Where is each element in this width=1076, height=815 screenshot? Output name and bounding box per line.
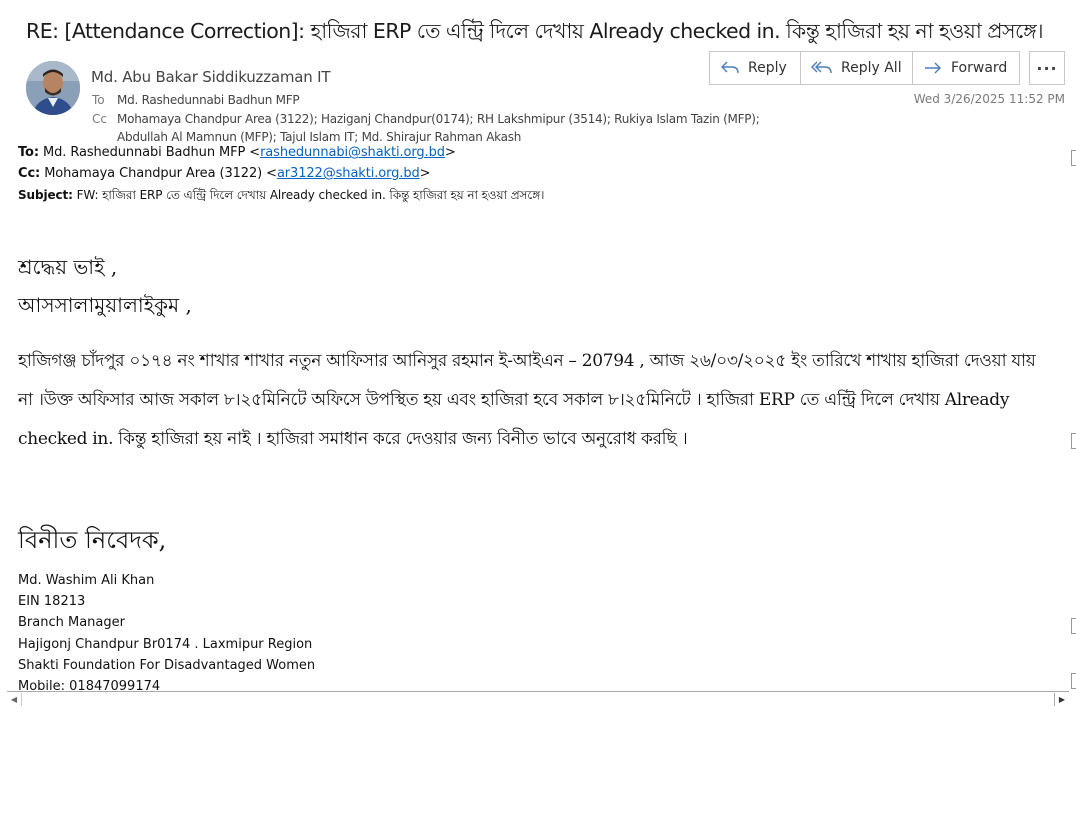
cc-label: Cc [92, 112, 107, 126]
salam-text: আসসালামুয়ালাইকুম , [18, 293, 192, 317]
reply-label: Reply [748, 60, 787, 76]
signature-org: Shakti Foundation For Disadvantaged Women [18, 657, 316, 673]
forwarded-to-label: To: [18, 145, 39, 160]
to-label: To [92, 93, 105, 107]
avatar-photo [26, 61, 80, 115]
forwarded-cc-name: Mohamaya Chandpur Area (3122) < [40, 166, 277, 181]
sender-name[interactable]: Md. Abu Bakar Siddikuzzaman IT [91, 68, 331, 86]
signature-name: Md. Washim Ali Khan [18, 573, 155, 588]
message-subject: RE: [Attendance Correction]: হাজিরা ERP তে এন্ট্রি দিলে দেখায় Already checked in. কিন্তু হাজিরা হয় না হওয়া প্রসঙ্গে। [26, 19, 1044, 43]
signature-ein: EIN 18213 [18, 594, 86, 610]
forward-label: Forward [951, 60, 1008, 76]
forwarded-cc-email-link[interactable]: ar3122@shakti.org.bd [276, 166, 420, 181]
scroll-left-arrow-icon[interactable]: ◀ [7, 693, 22, 706]
forwarded-subject-text: FW: হাজিরা ERP তে এন্ট্রি দিলে দেখায় Already checked in. কিন্তু হাজিরা হয় না হওয়া প্রসঙ্গে। [72, 188, 545, 202]
reply-arrow-icon [720, 60, 740, 76]
to-recipients[interactable]: Md. Rashedunnabi Badhun MFP [117, 93, 300, 107]
reply-all-arrow-icon [811, 60, 833, 76]
signature-mobile: Mobile: 01847099174 [18, 679, 161, 691]
forwarded-to-end: > [444, 145, 456, 160]
forwarded-to-email-link[interactable]: rashedunnabi@shakti.org.bd [260, 145, 445, 160]
closing-text: বিনীত নিবেদক, [18, 526, 167, 554]
forwarded-to-name: Md. Rashedunnabi Badhun MFP < [38, 145, 261, 160]
body-paragraph: হাজিগঞ্জ চাঁদপুর ০১৭৪ নং শাখার শাখার নতুন আফিসার আনিসুর রহমান ই-আইএন – 20794 , আজ ২৬/০৩/২০২৫ ইং তারিখে শাখায় হাজিরা দেওয়া যায় না ।উক্ত অফিসার আজ সকাল ৮।২৫মিনিটে অফিসে উপস্থিত হয় এবং হাজিরা হবে সকাল ৮।২৫মিনিটে । হাজিরা ERP তে এন্ট্রি দিলে দেখায় Already checked in. কিন্তু হাজিরা হয় নাই । হাজিরা সমাধান করে দেওয়ার জন্য বিনীত ভাবে অনুরোধ করছি । [18, 351, 1036, 449]
sent-datetime: Wed 3/26/2025 11:52 PM [913, 92, 1065, 106]
reply-all-button[interactable] [800, 51, 913, 85]
sender-avatar[interactable] [26, 61, 80, 115]
cc-recipients-line1[interactable]: Mohamaya Chandpur Area (3122); Haziganj Chandpur(0174); RH Lakshmipur (3514); Rukiya Islam Tazin (MFP); [117, 112, 760, 126]
forwarded-cc-label: Cc: [18, 166, 41, 181]
forwarded-to-line [18, 145, 456, 160]
forward-button[interactable] [912, 51, 1020, 85]
signature-branch: Hajigonj Chandpur Br0174 . Laxmipur Region [18, 636, 313, 652]
ellipsis-icon: ··· [1036, 58, 1058, 78]
vertical-scroll-edge [1071, 148, 1075, 693]
scroll-right-arrow-icon[interactable]: ▶ [1054, 693, 1069, 706]
forwarded-subject-label: Subject: [18, 188, 73, 202]
signature-title: Branch Manager [18, 615, 125, 631]
message-actions [710, 51, 1020, 85]
greeting-text: শ্রদ্ধেয় ভাই , [18, 255, 118, 279]
more-actions-button[interactable] [1029, 51, 1065, 85]
forwarded-subject-line [18, 187, 544, 207]
scroll-thumb[interactable] [22, 693, 1050, 705]
forwarded-cc-end: > [419, 166, 431, 181]
message-body [0, 143, 1046, 691]
signature-block [18, 570, 315, 691]
reply-all-label: Reply All [841, 60, 902, 76]
reply-button[interactable] [709, 51, 801, 85]
horizontal-scrollbar[interactable] [7, 691, 1069, 707]
forward-arrow-icon [923, 60, 943, 76]
cc-recipients-line2[interactable]: Abdullah Al Mamnun (MFP); Tajul Islam IT; Md. Shirajur Rahman Akash [117, 130, 522, 144]
forwarded-cc-line [18, 166, 430, 181]
